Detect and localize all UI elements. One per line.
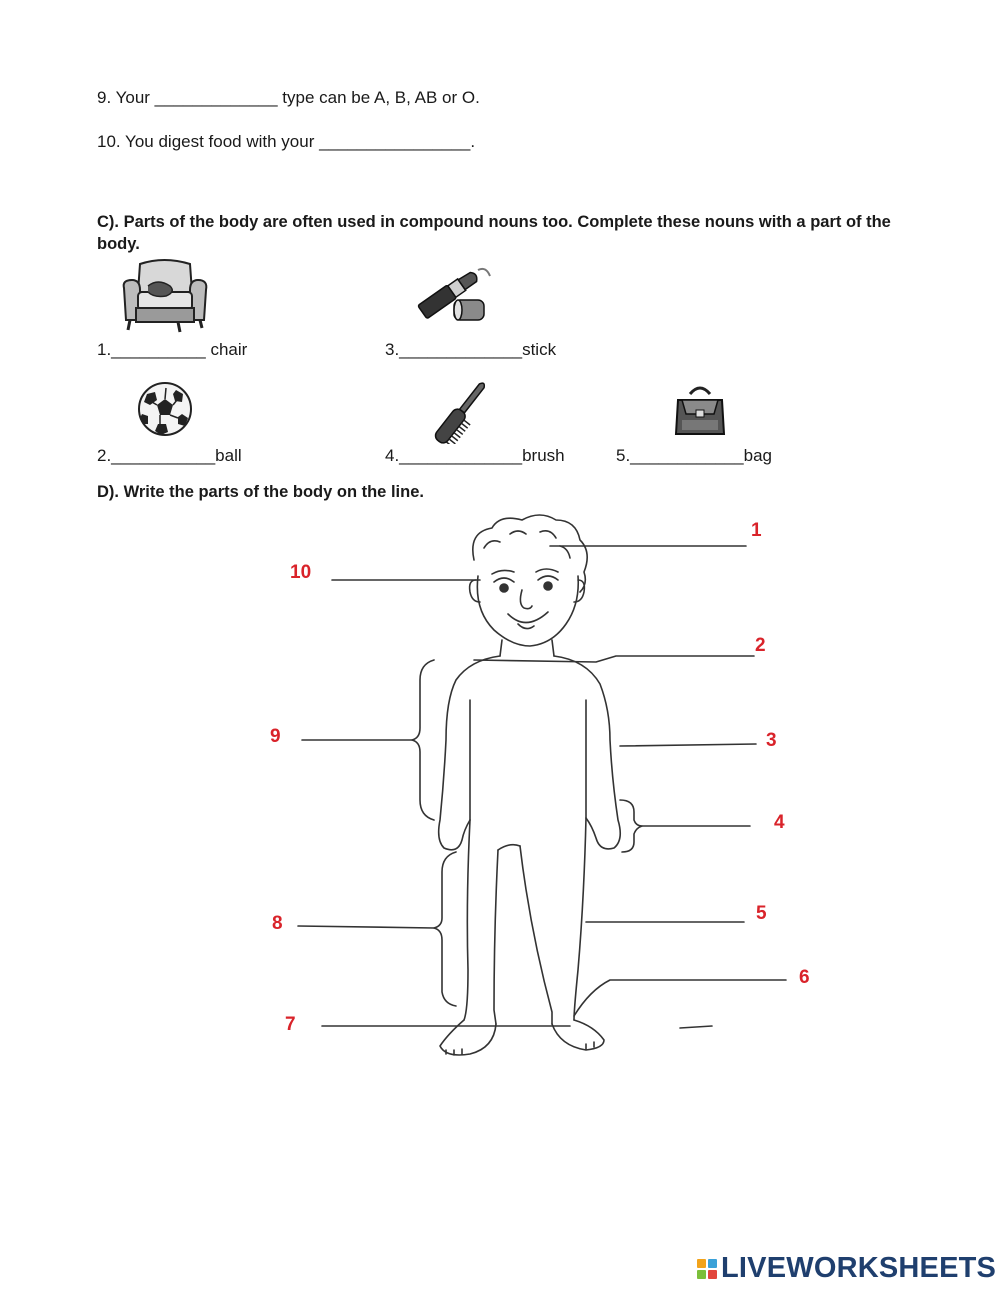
body-label-6: 6 [799, 967, 810, 988]
section-d-heading: D). Write the parts of the body on the line. [97, 483, 424, 501]
body-label-7: 7 [285, 1014, 296, 1035]
logo-text: LIVEWORKSHEETS [721, 1252, 997, 1284]
compound-item-3: 3._____________stick [385, 340, 557, 359]
body-label-5: 5 [756, 903, 767, 924]
compound-item-1: 1.__________ chair [97, 340, 248, 359]
logo-block-e [708, 1270, 717, 1279]
body-label-2: 2 [755, 635, 766, 656]
logo-blocks-icon [697, 1259, 717, 1279]
compound-item-5: 5.____________bag [616, 446, 772, 465]
body-label-9: 9 [270, 726, 281, 747]
question-9: 9. Your _____________ type can be A, B, AB or O. [97, 88, 480, 107]
compound-item-4: 4._____________brush [385, 446, 565, 465]
body-label-10: 10 [290, 562, 312, 583]
body-label-3: 3 [766, 730, 777, 751]
question-10: 10. You digest food with your ________________. [97, 132, 476, 151]
body-label-4: 4 [774, 812, 785, 833]
liveworksheets-logo [697, 1252, 996, 1285]
logo-block-i [708, 1259, 717, 1268]
logo-block-v [697, 1270, 706, 1279]
body-label-1: 1 [751, 520, 762, 541]
logo-block-l [697, 1259, 706, 1268]
body-label-8: 8 [272, 913, 283, 934]
compound-item-2: 2.___________ball [97, 446, 242, 465]
section-c-heading: C). Parts of the body are often used in compound nouns too. Complete these nouns with a part of the body. [97, 213, 891, 253]
